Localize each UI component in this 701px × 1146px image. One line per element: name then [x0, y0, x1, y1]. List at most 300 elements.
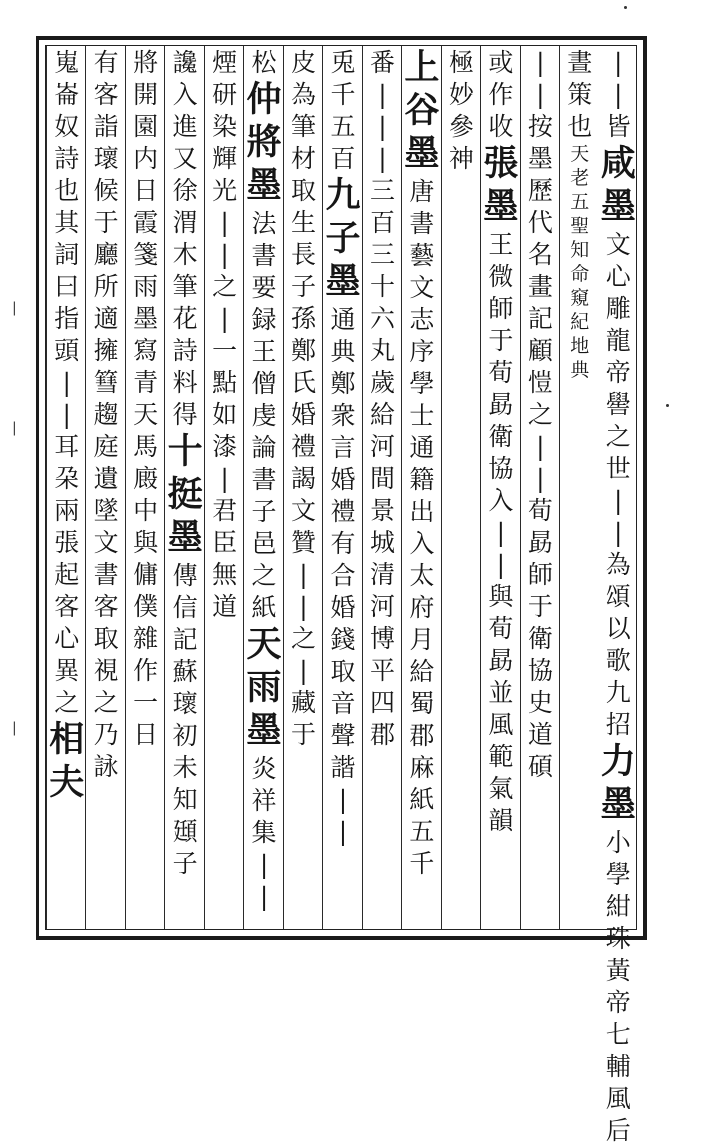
glyph: 通 [409, 432, 435, 462]
heading-term [244, 78, 283, 207]
glyph: | [259, 881, 269, 911]
glyph: 以 [605, 613, 631, 643]
glyph: 五 [409, 816, 435, 846]
glyph: | [614, 485, 623, 515]
glyph: 天 [246, 624, 282, 665]
glyph: 協 [527, 655, 553, 685]
glyph: 傭 [133, 559, 159, 589]
gutter-mark: | [12, 300, 17, 316]
glyph: 歷 [527, 175, 553, 205]
glyph: 虔 [251, 400, 277, 430]
glyph: 候 [93, 175, 119, 205]
glyph: 中 [133, 495, 159, 525]
glyph: 有 [330, 528, 356, 558]
glyph: 于 [488, 325, 514, 355]
glyph: | [338, 784, 348, 814]
glyph: 取 [93, 623, 119, 653]
glyph: 給 [369, 399, 395, 429]
glyph: 要 [251, 272, 277, 302]
speck [624, 6, 627, 9]
glyph: 染 [212, 111, 238, 141]
glyph: | [496, 549, 506, 579]
glyph: 取 [330, 656, 356, 686]
glyph: 道 [527, 719, 553, 749]
heading-term [402, 46, 441, 175]
glyph: 勗 [488, 389, 514, 419]
glyph: 郡 [409, 720, 435, 750]
glyph: 崙 [54, 79, 80, 109]
glyph: 韻 [488, 805, 514, 835]
glyph: 園 [133, 111, 159, 141]
glyph: 歲 [369, 367, 395, 397]
glyph: 集 [251, 817, 277, 847]
text-run [363, 46, 402, 174]
text-column-12 [164, 46, 204, 929]
text-run [599, 484, 638, 740]
glyph: 參 [448, 111, 474, 141]
glyph: 也 [567, 111, 593, 141]
glyph: 紺 [605, 891, 631, 921]
glyph: 無 [212, 559, 238, 589]
glyph: 子 [172, 848, 198, 878]
glyph: 間 [369, 463, 395, 493]
glyph: 命 [570, 262, 590, 285]
glyph: 按 [527, 111, 553, 141]
text-column-9 [283, 46, 323, 929]
glyph: 史 [527, 687, 553, 717]
glyph: 墨 [527, 143, 553, 173]
glyph: 后 [605, 1115, 631, 1145]
glyph: 張 [54, 527, 80, 557]
glyph: 詩 [54, 143, 80, 173]
glyph: 漆 [212, 431, 238, 461]
glyph: | [496, 517, 506, 547]
text-run [47, 46, 86, 718]
glyph: 贊 [291, 527, 317, 557]
glyph: 渭 [172, 207, 198, 237]
text-run [363, 174, 402, 750]
text-run [521, 174, 560, 494]
glyph: 霞 [133, 207, 159, 237]
glyph: 典 [330, 336, 356, 366]
glyph: 老 [570, 166, 590, 189]
text-run [481, 228, 520, 580]
text-run [560, 142, 599, 382]
glyph: 平 [369, 655, 395, 685]
glyph: 墨 [483, 186, 519, 227]
text-run [244, 207, 283, 623]
glyph: 珠 [605, 923, 631, 953]
glyph: 谷 [404, 90, 440, 131]
glyph: 晝 [567, 47, 593, 77]
glyph: 勗 [527, 527, 553, 557]
glyph: 乃 [93, 719, 119, 749]
glyph: 日 [133, 175, 159, 205]
glyph: 篲 [93, 367, 119, 397]
text-run [86, 46, 125, 782]
glyph: 奴 [54, 111, 80, 141]
glyph: 之 [251, 560, 277, 590]
glyph: 並 [488, 677, 514, 707]
glyph: 作 [133, 655, 159, 685]
glyph: 百 [369, 207, 395, 237]
glyph: 有 [93, 47, 119, 77]
glyph: 博 [369, 623, 395, 653]
glyph: 知 [172, 784, 198, 814]
glyph: 太 [409, 560, 435, 590]
glyph: 墨 [133, 303, 159, 333]
glyph: 之 [527, 399, 553, 429]
glyph: 紙 [251, 592, 277, 622]
glyph: 學 [409, 368, 435, 398]
glyph: 墜 [93, 495, 119, 525]
glyph: 適 [93, 303, 119, 333]
glyph: 諧 [330, 752, 356, 782]
text-run [244, 46, 283, 78]
glyph: 書 [251, 240, 277, 270]
glyph: 雨 [133, 271, 159, 301]
glyph: 十 [167, 431, 203, 472]
glyph: 咸 [600, 143, 636, 184]
glyph: | [536, 431, 545, 461]
glyph: 起 [54, 559, 80, 589]
text-column-4 [480, 46, 520, 929]
glyph: | [536, 463, 545, 493]
glyph: 百 [330, 143, 356, 173]
glyph: | [378, 111, 387, 141]
glyph: 詞 [54, 239, 80, 269]
glyph: 衛 [527, 623, 553, 653]
text-column-8 [322, 46, 362, 929]
glyph: 給 [409, 656, 435, 686]
glyph: 邑 [251, 528, 277, 558]
gutter-mark: | [12, 420, 17, 436]
text-run [165, 559, 204, 879]
heading-term [47, 718, 86, 804]
glyph: 歌 [605, 645, 631, 675]
glyph: 士 [409, 400, 435, 430]
glyph: 氏 [291, 367, 317, 397]
glyph: 風 [488, 709, 514, 739]
glyph: 瓌 [172, 688, 198, 718]
glyph: 龍 [605, 325, 631, 355]
glyph: 衛 [488, 421, 514, 451]
glyph: 詣 [93, 111, 119, 141]
glyph: 青 [133, 367, 159, 397]
glyph: 入 [409, 528, 435, 558]
glyph: 于 [291, 719, 317, 749]
glyph: | [536, 47, 545, 77]
glyph: 子 [291, 271, 317, 301]
text-column-15 [46, 46, 86, 929]
glyph: 記 [527, 303, 553, 333]
text-run [126, 430, 165, 750]
glyph: 天 [133, 399, 159, 429]
glyph: | [259, 849, 269, 879]
glyph: 松 [251, 47, 277, 77]
glyph: 皮 [291, 47, 317, 77]
glyph: 郡 [369, 719, 395, 749]
glyph: 窺 [570, 286, 590, 309]
glyph: 志 [409, 304, 435, 334]
glyph: 炎 [251, 753, 277, 783]
glyph: 花 [172, 303, 198, 333]
glyph: 僧 [251, 368, 277, 398]
glyph: 遺 [93, 463, 119, 493]
glyph: 為 [291, 79, 317, 109]
glyph: 蜀 [409, 688, 435, 718]
glyph: 王 [251, 336, 277, 366]
glyph: 法 [251, 208, 277, 238]
glyph: 碩 [527, 751, 553, 781]
text-run [442, 110, 481, 174]
glyph: 名 [527, 239, 553, 269]
glyph: 小 [605, 827, 631, 857]
glyph: 府 [409, 592, 435, 622]
heading-term [244, 623, 283, 752]
glyph: 五 [330, 111, 356, 141]
glyph: 雜 [133, 623, 159, 653]
glyph: | [220, 463, 229, 493]
glyph: | [62, 367, 71, 397]
glyph: 光 [212, 175, 238, 205]
glyph: 九 [605, 677, 631, 707]
text-run [205, 78, 244, 462]
glyph: 千 [330, 79, 356, 109]
glyph: 河 [369, 431, 395, 461]
glyph: 廳 [93, 239, 119, 269]
glyph: 長 [291, 239, 317, 269]
glyph: 書 [93, 559, 119, 589]
glyph: 子 [325, 218, 361, 259]
glyph: 音 [330, 688, 356, 718]
text-column-13 [125, 46, 165, 929]
glyph: 婚 [291, 399, 317, 429]
glyph: 蘇 [172, 656, 198, 686]
glyph: | [614, 79, 623, 109]
glyph: 荀 [527, 495, 553, 525]
glyph: 入 [172, 79, 198, 109]
glyph: 師 [527, 559, 553, 589]
glyph: 婚 [330, 592, 356, 622]
text-column-6 [401, 46, 441, 929]
glyph: 微 [488, 261, 514, 291]
glyph: 點 [212, 367, 238, 397]
glyph: 婚 [330, 464, 356, 494]
glyph: 子 [251, 496, 277, 526]
glyph: 指 [54, 303, 80, 333]
glyph: 典 [570, 358, 590, 381]
glyph: 世 [605, 453, 631, 483]
glyph: 文 [93, 527, 119, 557]
glyph: 未 [172, 752, 198, 782]
glyph: 城 [369, 527, 395, 557]
glyph: 嵬 [54, 47, 80, 77]
glyph: 書 [251, 464, 277, 494]
glyph: 木 [172, 239, 198, 269]
glyph: 風 [605, 1083, 631, 1113]
glyph: 鄭 [330, 368, 356, 398]
glyph: 傳 [172, 560, 198, 590]
speck [666, 404, 669, 407]
glyph: 于 [93, 207, 119, 237]
glyph: 客 [93, 79, 119, 109]
glyph: 兎 [330, 47, 356, 77]
glyph: 王 [488, 229, 514, 259]
glyph: 心 [605, 261, 631, 291]
glyph: 客 [54, 591, 80, 621]
glyph: 取 [291, 175, 317, 205]
glyph: 學 [605, 859, 631, 889]
glyph: 廄 [133, 463, 159, 493]
glyph: 協 [488, 453, 514, 483]
glyph: | [62, 399, 71, 429]
glyph: 千 [409, 848, 435, 878]
glyph: 五 [570, 190, 590, 213]
glyph: 雕 [605, 293, 631, 323]
glyph: 與 [133, 527, 159, 557]
glyph: 禮 [330, 496, 356, 526]
glyph: 十 [369, 271, 395, 301]
glyph: 作 [488, 79, 514, 109]
glyph: 天 [570, 142, 590, 165]
glyph: 瓌 [93, 143, 119, 173]
glyph: 鄭 [291, 335, 317, 365]
text-run [205, 462, 244, 622]
text-run [323, 303, 362, 847]
glyph: 論 [251, 432, 277, 462]
glyph: 讒 [172, 47, 198, 77]
glyph: 策 [567, 79, 593, 109]
glyph: 筆 [291, 111, 317, 141]
text-run [560, 46, 599, 142]
glyph: 客 [93, 591, 119, 621]
text-column-2 [559, 46, 599, 929]
glyph: 所 [93, 271, 119, 301]
text-column-3 [520, 46, 560, 929]
text-column-5 [441, 46, 481, 929]
glyph: 錢 [330, 624, 356, 654]
glyph: 將 [246, 122, 282, 163]
glyph: 九 [325, 175, 361, 216]
glyph: 文 [605, 229, 631, 259]
glyph: 進 [172, 111, 198, 141]
text-run [481, 580, 520, 836]
glyph: 師 [488, 293, 514, 323]
heading-term [323, 174, 362, 303]
text-run [599, 826, 638, 1146]
glyph: 黃 [605, 955, 631, 985]
text-run [521, 46, 560, 174]
glyph: 輔 [605, 1051, 631, 1081]
glyph: 臣 [212, 527, 238, 557]
glyph: 之 [93, 687, 119, 717]
glyph: 初 [172, 720, 198, 750]
glyph: 料 [172, 367, 198, 397]
glyph: | [536, 79, 545, 109]
glyph: 祥 [251, 785, 277, 815]
glyph: 出 [409, 496, 435, 526]
glyph: | [614, 47, 623, 77]
glyph: 範 [488, 741, 514, 771]
glyph: 清 [369, 559, 395, 589]
text-block [45, 45, 637, 1145]
glyph: 聲 [330, 720, 356, 750]
glyph: 紀 [570, 310, 590, 333]
glyph: 馬 [133, 431, 159, 461]
glyph: 七 [605, 1019, 631, 1049]
glyph: 得 [172, 399, 198, 429]
text-run [284, 174, 323, 750]
glyph: 相 [49, 719, 85, 760]
glyph: 神 [448, 143, 474, 173]
glyph: 墨 [600, 784, 636, 825]
glyph: 帝 [605, 987, 631, 1017]
text-column-7 [362, 46, 402, 929]
glyph: 通 [330, 304, 356, 334]
glyph: 孫 [291, 303, 317, 333]
text-column-1 [599, 46, 638, 1145]
glyph: 謁 [291, 463, 317, 493]
glyph: 上 [404, 47, 440, 88]
glyph: 收 [488, 111, 514, 141]
gutter-mark: | [12, 720, 17, 736]
glyph: 妙 [448, 79, 474, 109]
glyph: 視 [93, 655, 119, 685]
glyph: 麻 [409, 752, 435, 782]
glyph: 一 [212, 335, 238, 365]
text-run [442, 46, 481, 110]
glyph: 心 [54, 623, 80, 653]
glyph: 荀 [488, 613, 514, 643]
glyph: 耳 [54, 431, 80, 461]
glyph: 輝 [212, 143, 238, 173]
glyph: 信 [172, 592, 198, 622]
text-column-14 [85, 46, 125, 929]
text-run [521, 494, 560, 782]
glyph: 之 [54, 687, 80, 717]
glyph: 日 [133, 719, 159, 749]
glyph: 景 [369, 495, 395, 525]
text-run [599, 228, 638, 484]
glyph: 頭 [54, 335, 80, 365]
glyph: 挺 [167, 474, 203, 515]
glyph: 又 [172, 143, 198, 173]
glyph: 一 [133, 687, 159, 717]
glyph: | [378, 143, 387, 173]
glyph: | [220, 239, 229, 269]
glyph: 勗 [488, 645, 514, 675]
glyph: | [614, 517, 623, 547]
glyph: 知 [570, 238, 590, 261]
heading-term [481, 142, 520, 228]
glyph: 之 [605, 421, 631, 451]
heading-term [599, 142, 638, 228]
glyph: 墨 [600, 186, 636, 227]
glyph: 頲 [172, 816, 198, 846]
text-run [205, 46, 244, 78]
text-run [126, 46, 165, 430]
glyph: 張 [483, 143, 519, 184]
glyph: 筆 [172, 271, 198, 301]
glyph: 唐 [409, 176, 435, 206]
text-run [599, 46, 638, 142]
glyph: 代 [527, 207, 553, 237]
glyph: 招 [605, 709, 631, 739]
text-run [284, 46, 323, 174]
glyph: 文 [409, 272, 435, 302]
glyph: 兩 [54, 495, 80, 525]
